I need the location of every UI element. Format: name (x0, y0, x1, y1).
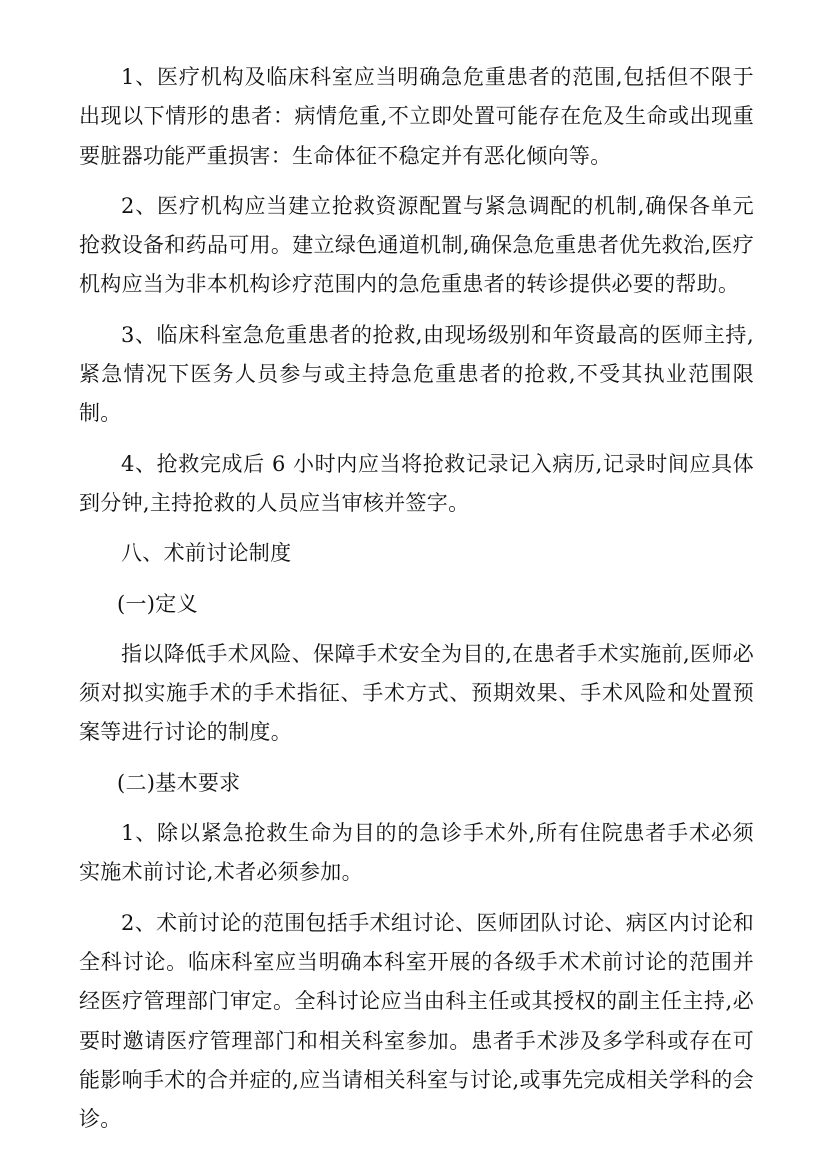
paragraph-rescue-leadership: 3、临床科室急危重患者的抢救,由现场级别和年资最高的医师主持,紧急情况下医务人员参与或主持急危重患者的抢救,不受其执业范围限制。 (79, 322, 754, 426)
document-body (79, 58, 754, 1150)
paragraph-requirement-2: 2、术前讨论的范围包括手术组讨论、医师团队讨论、病区内讨论和全科讨论。临床科室应当明确本科室开展的各级手术术前讨论的范围并经医疗管理部门审定。全科讨论应当由科主任或其授权的副主任主持,必要时邀请医疗管理部门和相关科室参加。患者手术涉及多学科或存在可能影响手术的合并症的,应当请相关科室与讨论,或事先完成相关学科的会诊。 (79, 910, 754, 1132)
paragraph-requirement-1: 1、除以紧急抢救生命为目的的急诊手术外,所有住院患者手术必须实施术前讨论,术者必须参加。 (79, 821, 754, 885)
paragraph-rescue-resources: 2、医疗机构应当建立抢救资源配置与紧急调配的机制,确保各单元抢救设备和药品可用。建立绿色通道机制,确保急危重患者优先救治,医疗机构应当为非本机构诊疗范围内的急危重患者的转诊提供必要的帮助。 (79, 193, 754, 297)
section-heading-preoperative-discussion: 八、术前讨论制度 (121, 541, 292, 566)
subheading-definition: (一)定义 (117, 591, 198, 616)
paragraph-rescue-record: 4、抢救完成后 6 小时内应当将抢救记录记入病历,记录时间应具体到分钟,主持抢救的人员应当审核并签字。 (79, 451, 754, 515)
paragraph-emergency-scope: 1、医疗机构及临床科室应当明确急危重患者的范围,包括但不限于出现以下情形的患者：病情危重,不立即处置可能存在危及生命或出现重要脏器功能严重损害：生命体征不稳定并有恶化倾向等。 (79, 65, 754, 168)
paragraph-definition: 指以降低手术风险、保障手术安全为目的,在患者手术实施前,医师必须对拟实施手术的手术指征、手术方式、预期效果、手术风险和处置预案等进行讨论的制度。 (79, 641, 754, 745)
subheading-basic-requirements: (二)基木要求 (117, 770, 241, 795)
